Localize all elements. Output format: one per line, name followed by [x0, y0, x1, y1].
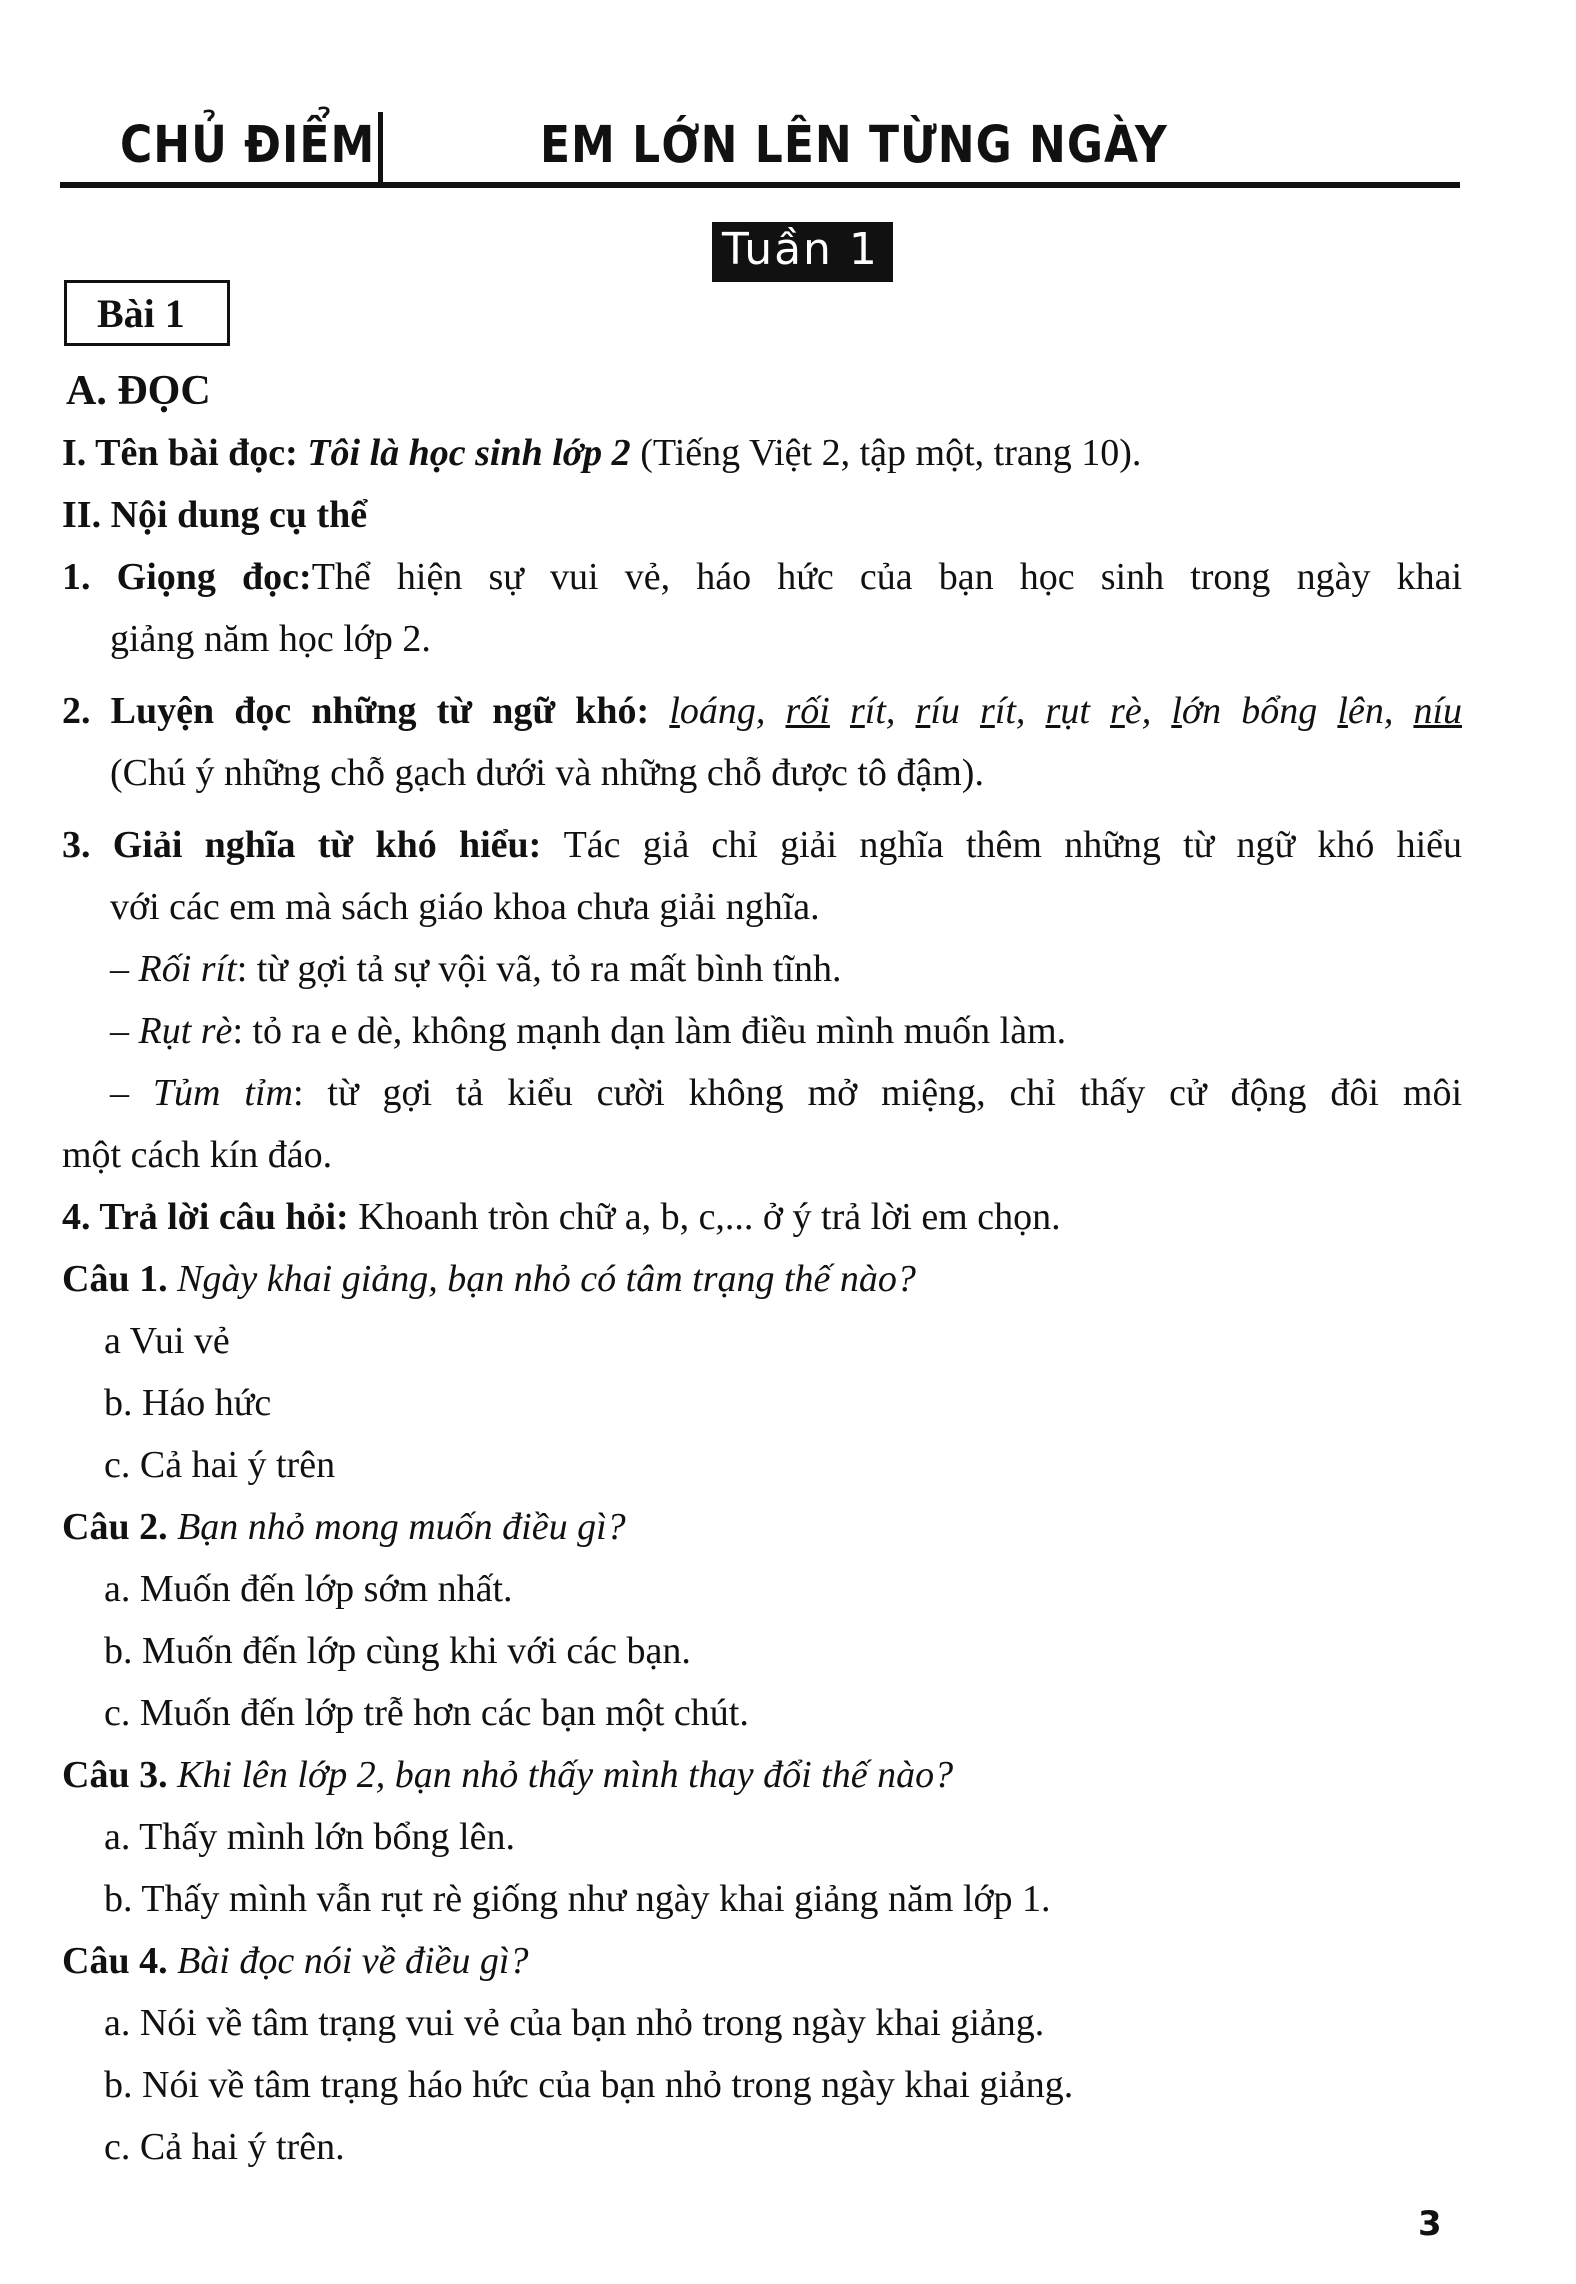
answer-option[interactable]: c. Cả hai ý trên. — [104, 2126, 345, 2168]
header-rule — [60, 182, 1460, 188]
definition-cont: một cách kín đáo. — [62, 1134, 333, 1176]
word-part: rối — [785, 690, 830, 732]
word-part: l — [1171, 690, 1182, 732]
theme-title: EM LỚN LÊN TỪNG NGÀY — [540, 116, 1168, 175]
word-part — [830, 690, 850, 732]
definition-term: Rối rít — [138, 948, 237, 990]
answer-option[interactable]: b. Nói về tâm trạng háo hức của bạn nhỏ trong ngày khai giảng. — [104, 2064, 1074, 2106]
giong-doc-line — [62, 546, 1462, 608]
section-a-heading: A. ĐỌC — [66, 368, 211, 414]
definition-item: – Rụt rè: tỏ ra e dè, không mạnh dạn làm điều mình muốn làm. — [110, 1010, 1067, 1052]
word-part: oáng, — [679, 690, 786, 732]
giong-doc-label: 1. Giọng đọc: — [62, 556, 312, 598]
question-text: Ngày khai giảng, bạn nhỏ có tâm trạng thế nào? — [177, 1258, 916, 1300]
lesson-content — [62, 360, 1462, 2178]
question — [62, 1744, 1462, 1806]
content-heading: II. Nội dung cụ thể — [62, 494, 368, 536]
definition-text: : từ gợi tả kiểu cười không mở miệng, chỉ thấy cử động đôi môi — [292, 1072, 1462, 1114]
hard-words — [669, 690, 1462, 732]
question — [62, 1248, 1462, 1310]
answer-option[interactable]: c. Muốn đến lớp trễ hơn các bạn một chút. — [104, 1692, 749, 1734]
answer-option[interactable]: b. Thấy mình vẫn rụt rè giống như ngày khai giảng năm lớp 1. — [104, 1878, 1051, 1920]
tra-loi-label: 4. Trả lời câu hỏi: — [62, 1196, 359, 1238]
giai-nghia-line — [62, 814, 1462, 876]
giai-nghia-cont: với các em mà sách giáo khoa chưa giải nghĩa. — [110, 886, 820, 928]
question — [62, 1496, 1462, 1558]
word-part: íu — [930, 690, 981, 732]
definition-text: : tỏ ra e dè, không mạnh dạn làm điều mình muốn làm. — [232, 1010, 1067, 1052]
word-part: ít, — [864, 690, 916, 732]
word-part: l — [669, 690, 680, 732]
giong-doc-text: Thể hiện sự vui vẻ, háo hức của bạn học sinh trong ngày khai — [311, 556, 1463, 598]
question-text: Bài đọc nói về điều gì? — [177, 1940, 529, 1982]
answer-option[interactable]: a. Thấy mình lớn bổng lên. — [104, 1816, 515, 1858]
tra-loi-line — [62, 1186, 1462, 1248]
week-badge: Tuần 1 — [712, 222, 893, 282]
header-divider — [378, 112, 383, 182]
answer-option[interactable]: b. Háo hức — [104, 1382, 272, 1424]
question — [62, 1930, 1462, 1992]
definition-term: Tủm tỉm — [152, 1072, 293, 1114]
word-part: ụt — [1060, 690, 1111, 732]
luyen-doc-note: (Chú ý những chỗ gạch dưới và những chỗ được tô đậm). — [110, 752, 984, 794]
reading-title: Tôi là học sinh lớp 2 — [307, 432, 631, 474]
answer-option[interactable]: c. Cả hai ý trên — [104, 1444, 336, 1486]
chu-diem-label: CHỦ ĐIỂM — [120, 116, 376, 175]
question-number: Câu 1. — [62, 1258, 178, 1300]
giai-nghia-label: 3. Giải nghĩa từ khó hiểu: — [62, 824, 564, 866]
definition-term: Rụt rè — [138, 1010, 233, 1052]
word-part: ên, — [1347, 690, 1414, 732]
answer-option[interactable]: a. Muốn đến lớp sớm nhất. — [104, 1568, 513, 1610]
word-part: ít, — [994, 690, 1046, 732]
luyen-doc-label: 2. Luyện đọc những từ ngữ khó: — [62, 690, 670, 732]
word-part: níu — [1413, 690, 1462, 732]
reading-source: (Tiếng Việt 2, tập một, trang 10). — [630, 432, 1142, 474]
reading-label: I. Tên bài đọc: — [62, 432, 308, 474]
definition-text: : từ gợi tả sự vội vã, tỏ ra mất bình tĩnh. — [236, 948, 842, 990]
definition-item: – Rối rít: từ gợi tả sự vội vã, tỏ ra mất bình tĩnh. — [110, 948, 842, 990]
word-part: è, — [1124, 690, 1172, 732]
tra-loi-text: Khoanh tròn chữ a, b, c,... ở ý trả lời em chọn. — [358, 1196, 1061, 1238]
word-part: r — [1110, 690, 1125, 732]
lesson-box — [64, 280, 230, 346]
giong-doc-cont: giảng năm học lớp 2. — [110, 618, 431, 660]
word-part: r — [1045, 690, 1061, 732]
word-part: ớn bổng — [1181, 690, 1338, 732]
giai-nghia-text: Tác giả chỉ giải nghĩa thêm những từ ngữ khó hiểu — [563, 824, 1462, 866]
word-part: l — [1337, 690, 1348, 732]
question-number: Câu 4. — [62, 1940, 178, 1982]
question-number: Câu 3. — [62, 1754, 178, 1796]
word-part: r — [850, 690, 865, 732]
answer-option[interactable]: a Vui vẻ — [104, 1320, 230, 1362]
question-text: Khi lên lớp 2, bạn nhỏ thấy mình thay đổi thế nào? — [177, 1754, 954, 1796]
question-number: Câu 2. — [62, 1506, 178, 1548]
question-text: Bạn nhỏ mong muốn điều gì? — [177, 1506, 626, 1548]
answer-option[interactable]: a. Nói về tâm trạng vui vẻ của bạn nhỏ trong ngày khai giảng. — [104, 2002, 1045, 2044]
luyen-doc-line — [62, 680, 1462, 742]
definition-item: – Tủm tỉm: từ gợi tả kiểu cười không mở miệng, chỉ thấy cử động đôi môi — [110, 1072, 1462, 1114]
reading-title-line — [62, 422, 1462, 484]
answer-option[interactable]: b. Muốn đến lớp cùng khi với các bạn. — [104, 1630, 691, 1672]
lesson-label: Bài 1 — [97, 291, 185, 336]
page-number: 3 — [1418, 2204, 1442, 2244]
word-part: r — [980, 690, 995, 732]
word-part: r — [915, 690, 931, 732]
